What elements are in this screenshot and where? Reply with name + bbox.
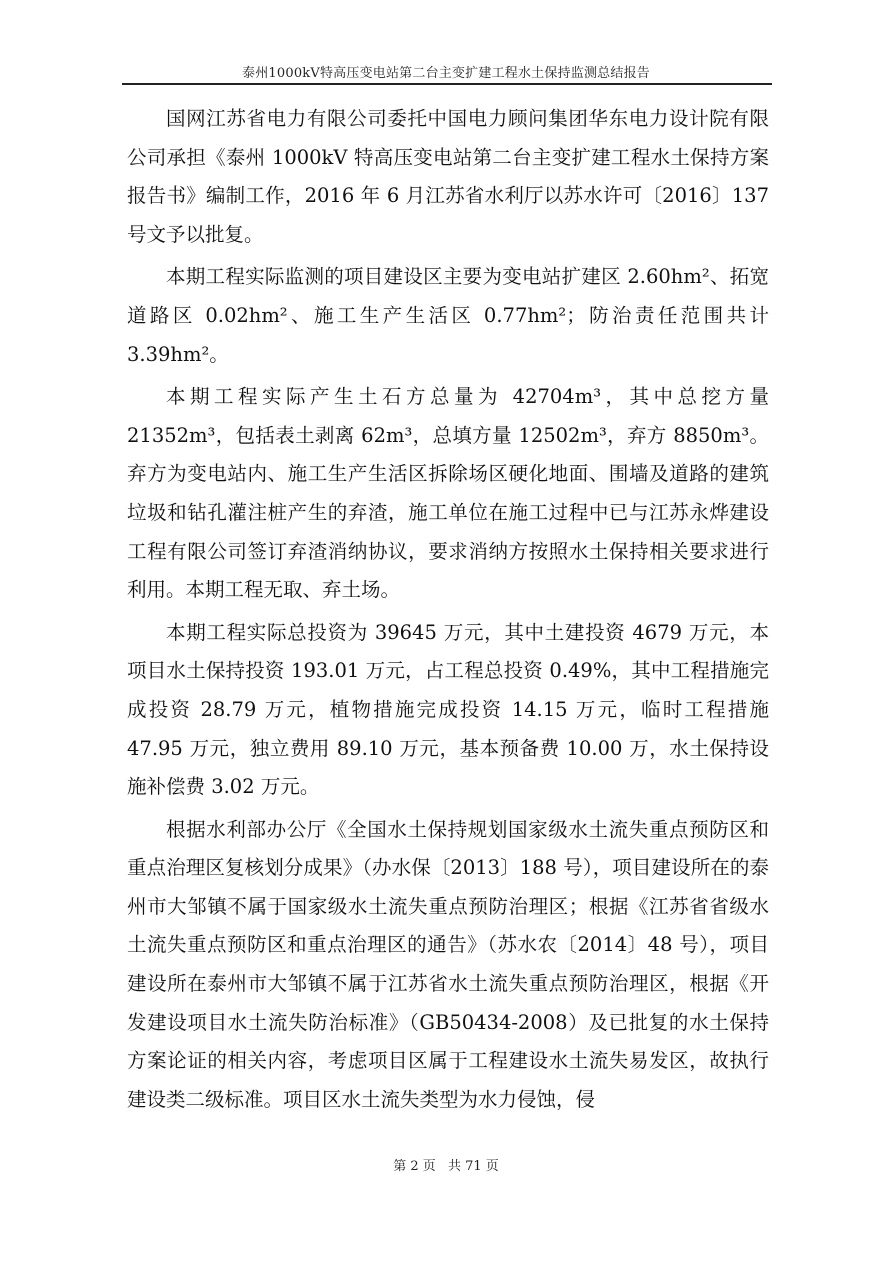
paragraph-prevention-standard: 根据水利部办公厅《全国水土保持规划国家级水土流失重点预防区和重点治理区复核划分成果》（办水保〔2013〕188 号），项目建设所在的泰州市大邹镇不属于国家级水土流失重点预防治理区；根据《江苏省省级水土流失重点预防区和重点治理区的通告》（苏水农〔2014〕48 号），项目建设所在泰州市大邹镇不属于江苏省水土流失重点预防治理区，根据《开发建设项目水土流失防治标准》（GB50434-2008）及已批复的水土保持方案论证的相关内容，考虑项目区属于工程建设水土流失易发区，故执行建设类二级标准。项目区水土流失类型为水力侵蚀，侵 [127, 817, 769, 1111]
document-body [127, 100, 769, 1119]
paragraph-construction-area: 本期工程实际监测的项目建设区主要为变电站扩建区 2.60hm²、拓宽道路区 0.02hm²、施工生产生活区 0.77hm²；防治责任范围共计 3.39hm²。 [127, 265, 769, 366]
page-header: 泰州1000kV特高压变电站第二台主变扩建工程水土保持监测总结报告 [242, 66, 650, 81]
page-footer [0, 1155, 892, 1174]
paragraph-commission: 国网江苏省电力有限公司委托中国电力顾问集团华东电力设计院有限公司承担《泰州 1000kV 特高压变电站第二台主变扩建工程水土保持方案报告书》编制工作，2016 年 6 月江苏省水利厅以苏水许可〔2016〕137 号文予以批复。 [127, 107, 769, 246]
header-divider [122, 83, 772, 85]
paragraph-investment: 本期工程实际总投资为 39645 万元，其中土建投资 4679 万元，本项目水土保持投资 193.01 万元，占工程总投资 0.49%，其中工程措施完成投资 28.79 万元，植物措施完成投资 14.15 万元，临时工程措施 47.95 万元，独立费用 89.10 万元，基本预备费 10.00 万，水土保持设施补偿费 3.02 万元。 [127, 620, 769, 799]
page-number: 第 2 页 [393, 1159, 436, 1174]
page-total: 共 71 页 [447, 1159, 499, 1174]
paragraph-earthwork: 本期工程实际产生土石方总量为 42704m³，其中总挖方量 21352m³，包括表土剥离 62m³，总填方量 12502m³，弃方 8850m³。弃方为变电站内、施工生产生活区拆除场区硬化地面、围墙及道路的建筑垃圾和钻孔灌注桩产生的弃渣，施工单位在施工过程中已与江苏永烨建设工程有限公司签订弃渣消纳协议，要求消纳方按照水土保持相关要求进行利用。本期工程无取、弃土场。 [127, 385, 769, 602]
